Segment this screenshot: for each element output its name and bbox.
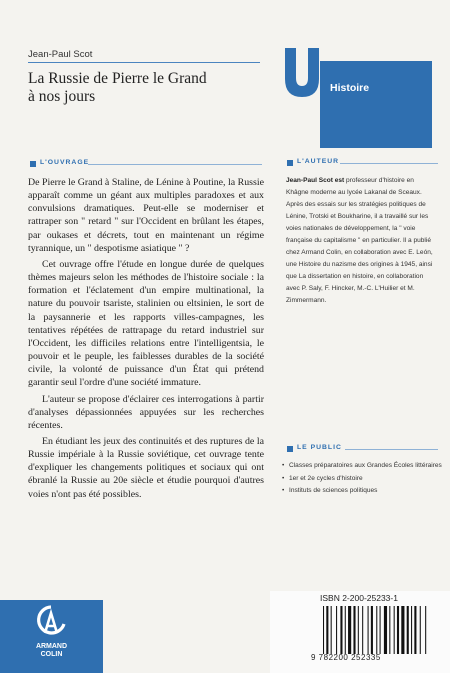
public-rule: [345, 449, 438, 450]
back-cover: Jean-Paul Scot La Russie de Pierre le Grand à nos jours Histoire L'OUVRAGE De Pierre le Grand à Staline, de Lénine à Poutine, la Russie apparaît comme un géant aux multiples paradoxes et aux convulsions dramatiques. Peut-elle se moderniser et rattraper son " retard " sur l'Occident en brûlant les étapes, par oukases et décrets, tout en maintenant un régime tyrannique, un " despotisme asiatique " ? Cet ouvrage offre l'étude en longue durée de quelques thèmes majeurs selon les méthodes de l'histoire sociale : la formation et l'éclatement d'un empire multinational, la nature du pouvoir tsariste, stalinien ou eltsinien, le sort de la paysannerie et les rapports villes-campagnes, les tentatives répétées de rattrapage du retard industriel sur l'Occident, les difficiles relations entre l'intelligentsia, le pouvoir et le peuple, les faiblesses durables de la société civile, la volonté de puissance d'un État qui prétend garantir seul l'ordre d'une société immature. L'auteur se propose d'éclairer ces interrogations à partir d'analyses dépassionnées appuyées sur les recherches récentes. En étudiant les jeux des continuités et des ruptures de la Russie impériale à la Russie soviétique, cet ouvrage tente d'expliquer les changements politiques et sociaux qui ont ébranlé la Russie au 20e siècle et étudie pourquoi d'autres voies n'ont pas été possibles. L'AUTEUR Jean-Paul Scot est professeur d'histoire en Khâgne moderne au lycée Lakanal de Sceaux. Après des essais sur les stratégies politiques de Lénine, Trotski et Boukharine, il a travaillé sur les voies nationales de développement, la " voie française du capitalisme " en particulier. Il a publié chez Armand Colin, en collaboration avec E. León, une Histoire du nazisme des origines à 1945, ainsi que La dissertation en histoire, en collaboration avec P. Saly, F. Hincker, M.-C. L'Huilier et M. Zimmermann. LE PUBLIC • Classes préparatoires aux Grandes Écoles littéraires • 1er et 2e cycles d'histoire • Instituts de sciences politiques ARMAND COLIN ISBN 2-200-25233-1 9 782200 252335: [0, 0, 450, 673]
ouvrage-paragraph-3: L'auteur se propose d'éclairer ces interrogations à partir d'analyses dépassionnées appuyées sur les recherches récentes.: [28, 393, 264, 431]
ouvrage-paragraph-2: Cet ouvrage offre l'étude en longue durée de quelques thèmes majeurs selon les méthodes de l'histoire sociale : la formation et l'éclatement d'un empire multinational, la nature du pouvoir tsariste, stalinien ou eltsinien, le sort de la paysannerie et les rapports villes-campagnes, les tentatives répétées de rattrapage du retard industriel sur l'Occident, les difficiles relations entre l'intelligentsia, le pouvoir et le peuple, les faiblesses durables de la société civile, la volonté de puissance d'un État qui prétend garantir seul l'ordre d'une société immature.: [28, 258, 264, 389]
publisher-logo: [0, 600, 103, 673]
author-bio-name: Jean-Paul Scot est: [286, 177, 345, 184]
u-logo-icon: [282, 46, 322, 100]
armand-colin-emblem-icon: [36, 605, 66, 641]
ouvrage-paragraph-4: En étudiant les jeux des continuités et des ruptures de la Russie impériale à la Russie soviétique, cet ouvrage tente d'expliquer les changements politiques et sociaux qui ont ébranlé la Russie au 20e siècle et étudie pourquoi d'autres voies n'ont pas été possibles.: [28, 435, 264, 500]
collection-label: Histoire: [330, 82, 370, 94]
header-author: Jean-Paul Scot: [28, 49, 93, 60]
section-square-icon: [30, 161, 36, 167]
section-square-icon: [287, 160, 293, 166]
ouvrage-paragraph-1: De Pierre le Grand à Staline, de Lénine à Poutine, la Russie apparaît comme un géant aux multiples paradoxes et aux convulsions dramatiques. Peut-elle se moderniser et rattraper son " retard " sur l'Occident en brûlant les étapes, par oukases et décrets, tout en maintenant un régime tyrannique, un " despotisme asiatique " ?: [28, 177, 264, 254]
title-line-1: La Russie de Pierre le Grand: [28, 70, 207, 87]
collection-box: [320, 61, 432, 148]
isbn-text: ISBN 2-200-25233-1: [320, 593, 398, 603]
author-bio-text: professeur d'histoire en Khâgne moderne au lycée Lakanal de Sceaux. Après des essais sur les stratégies politiques de Lénine, Trotski et Boukharine, il a travaillé sur les voies nationales de développement, la " voie française du capitalisme " en particulier. Il a publié chez Armand Colin, en collaboration avec E. León, une Histoire du nazisme des origines à 1945, ainsi que La dissertation en histoire, en collaboration avec P. Saly, F. Hincker, M.-C. L'Huilier et M. Zimmermann.: [286, 177, 433, 304]
list-item: • Instituts de sciences politiques: [282, 485, 442, 497]
title-line-2: à nos jours: [28, 88, 96, 105]
section-square-icon: [287, 446, 293, 452]
ouvrage-rule: [88, 164, 262, 165]
list-item: • 1er et 2e cycles d'histoire: [282, 473, 442, 485]
header-rule: [28, 62, 260, 63]
book-title: [28, 70, 268, 106]
list-item: • Classes préparatoires aux Grandes Écoles littéraires: [282, 460, 442, 472]
barcode-number: 9 782200 252335: [311, 653, 381, 662]
barcode-icon: [322, 606, 434, 654]
auteur-rule: [340, 163, 438, 164]
publisher-name: ARMAND COLIN: [35, 643, 68, 658]
public-list: [282, 460, 442, 498]
author-bio: [286, 175, 438, 307]
ouvrage-text: [28, 176, 264, 504]
